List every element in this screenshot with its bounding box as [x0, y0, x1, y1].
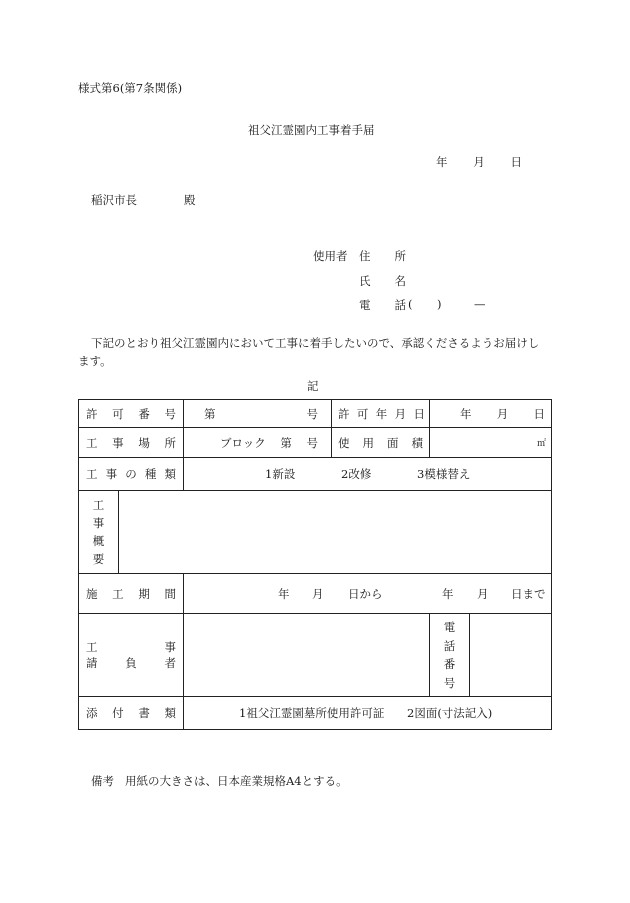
- label-char: 工: [86, 435, 98, 450]
- address-label: [359, 248, 406, 264]
- site-label-cell: [79, 428, 184, 458]
- label-char: 負: [125, 656, 137, 670]
- date-day: 日: [510, 155, 522, 169]
- row-period: [79, 574, 552, 614]
- contractor-phone-value-cell[interactable]: [470, 614, 552, 697]
- label-char: 事: [105, 467, 118, 481]
- contractor-label-line1: [86, 639, 176, 655]
- label-char: 可: [356, 406, 369, 421]
- label-char: 可: [112, 406, 124, 421]
- row-attachments: [79, 697, 552, 730]
- label-char: 使: [338, 435, 350, 450]
- type-option-repair[interactable]: 2改修: [341, 467, 372, 481]
- contractor-label-line2: [86, 655, 176, 671]
- row-type: [79, 458, 552, 491]
- date-month: 月: [473, 155, 485, 169]
- label-char: 月: [394, 406, 407, 421]
- label-char: 事: [112, 435, 124, 450]
- address-label-char: 所: [394, 249, 406, 263]
- period-from-month: 月: [312, 587, 324, 601]
- address-label-char: 住: [359, 249, 371, 263]
- label-char: の: [125, 467, 137, 481]
- date-day: 日: [533, 406, 545, 421]
- body-text-line1: 下記のとおり祖父江霊園内において工事に着手したいので、承認くださるようお届けし: [91, 336, 540, 350]
- label-char: 電: [443, 620, 456, 635]
- site-value-cell[interactable]: [184, 428, 332, 458]
- label-char: 工: [92, 498, 105, 512]
- contractor-label-cell: [79, 614, 184, 697]
- label-char: 号: [443, 675, 456, 690]
- date-year: 年: [436, 155, 448, 169]
- area-unit: ㎡: [536, 439, 546, 449]
- permit-date-value-cell[interactable]: [430, 400, 552, 428]
- phone-label: [359, 297, 406, 313]
- phone-label-char: 話: [394, 298, 406, 312]
- period-from-year: 年: [278, 587, 290, 601]
- label-char: 施: [86, 586, 98, 601]
- row-outline: [79, 491, 552, 574]
- label-char: 類: [164, 706, 176, 720]
- name-label: [359, 273, 406, 289]
- addressee: 稲沢市長: [91, 193, 137, 207]
- type-option-new[interactable]: 1新設: [265, 467, 296, 481]
- contractor-value-cell[interactable]: [184, 614, 430, 697]
- permit-date-label-cell: [332, 400, 430, 428]
- label-char: 工: [86, 467, 98, 481]
- type-options-cell: [184, 458, 552, 491]
- area-label-cell: [332, 428, 430, 458]
- attachment-drawing: 2図面(寸法記入): [407, 706, 493, 720]
- label-char: 話: [443, 638, 456, 653]
- attachments-value-cell: [184, 697, 552, 730]
- applicant-role-label: 使用者: [313, 249, 348, 263]
- phone-dash: —: [474, 297, 486, 311]
- label-char: 種: [144, 467, 157, 481]
- label-char: 号: [164, 406, 176, 421]
- permit-number-label-cell: [79, 400, 184, 428]
- label-char: 許: [338, 406, 350, 421]
- period-to-year: 年: [442, 587, 454, 601]
- label-char: 番: [443, 657, 456, 672]
- period-to-day: 日まで: [511, 587, 546, 601]
- site-dai: 第: [280, 435, 292, 450]
- label-char: 事: [92, 516, 105, 530]
- label-char: 日: [413, 406, 425, 421]
- label-char: 年: [375, 406, 388, 421]
- name-label-char: 名: [394, 274, 406, 288]
- name-label-char: 氏: [359, 274, 371, 288]
- body-text-line2: ます。: [78, 354, 112, 368]
- type-label-cell: [79, 458, 184, 491]
- remark-text: 用紙の大きさは、日本産業規格A4とする。: [125, 774, 348, 788]
- label-char: 添: [86, 706, 98, 720]
- period-label-cell: [79, 574, 184, 614]
- date-line: [436, 154, 522, 170]
- permit-number-value-cell[interactable]: [184, 400, 332, 428]
- remark-label: 備考: [91, 774, 114, 788]
- label-char: 用: [362, 435, 374, 450]
- label-char: 番: [138, 406, 150, 421]
- label-char: 要: [92, 552, 105, 566]
- form-number: 様式第6(第7条関係): [78, 81, 183, 95]
- type-option-remodel[interactable]: 3模様替え: [417, 467, 471, 481]
- outline-value-cell[interactable]: [119, 491, 552, 574]
- period-to-month: 月: [477, 587, 489, 601]
- attachments-label-cell: [79, 697, 184, 730]
- site-block: ブロック: [220, 435, 266, 450]
- label-char: 許: [86, 406, 98, 421]
- phone-open-paren: (: [408, 297, 413, 311]
- row-site: [79, 428, 552, 458]
- outline-label-cell: [79, 491, 119, 574]
- label-char: 間: [164, 586, 176, 601]
- application-table: [78, 399, 552, 730]
- honorific: 殿: [184, 193, 196, 207]
- label-char: 者: [164, 656, 176, 670]
- label-char: 工: [86, 640, 98, 654]
- date-month: 月: [496, 406, 509, 421]
- label-char: 事: [164, 640, 176, 654]
- period-from-day: 日から: [348, 587, 383, 601]
- label-char: 場: [138, 435, 150, 450]
- contractor-phone-label-cell: [430, 614, 470, 697]
- label-char: 概: [92, 534, 105, 548]
- row-permit: [79, 400, 552, 428]
- label-char: 書: [138, 706, 150, 720]
- phone-label-char: 電: [359, 298, 371, 312]
- permit-number-suffix: 号: [306, 406, 318, 421]
- label-char: 工: [112, 586, 124, 601]
- label-char: 類: [164, 467, 176, 481]
- site-go: 号: [306, 435, 318, 450]
- ki-heading: 記: [307, 379, 319, 393]
- label-char: 付: [112, 706, 124, 720]
- label-char: 請: [86, 656, 98, 670]
- phone-close-paren: ): [437, 297, 442, 311]
- area-value-cell[interactable]: [430, 428, 552, 458]
- period-value-cell[interactable]: [184, 574, 552, 614]
- label-char: 面: [387, 435, 399, 450]
- date-year: 年: [460, 406, 472, 421]
- document-title: 祖父江霊園内工事着手届: [248, 123, 375, 137]
- permit-number-prefix: 第: [204, 406, 216, 421]
- label-char: 積: [411, 435, 423, 450]
- attachment-permit: 1祖父江霊園墓所使用許可証: [239, 706, 385, 720]
- label-char: 所: [164, 435, 176, 450]
- label-char: 期: [138, 586, 150, 601]
- row-contractor: [79, 614, 552, 697]
